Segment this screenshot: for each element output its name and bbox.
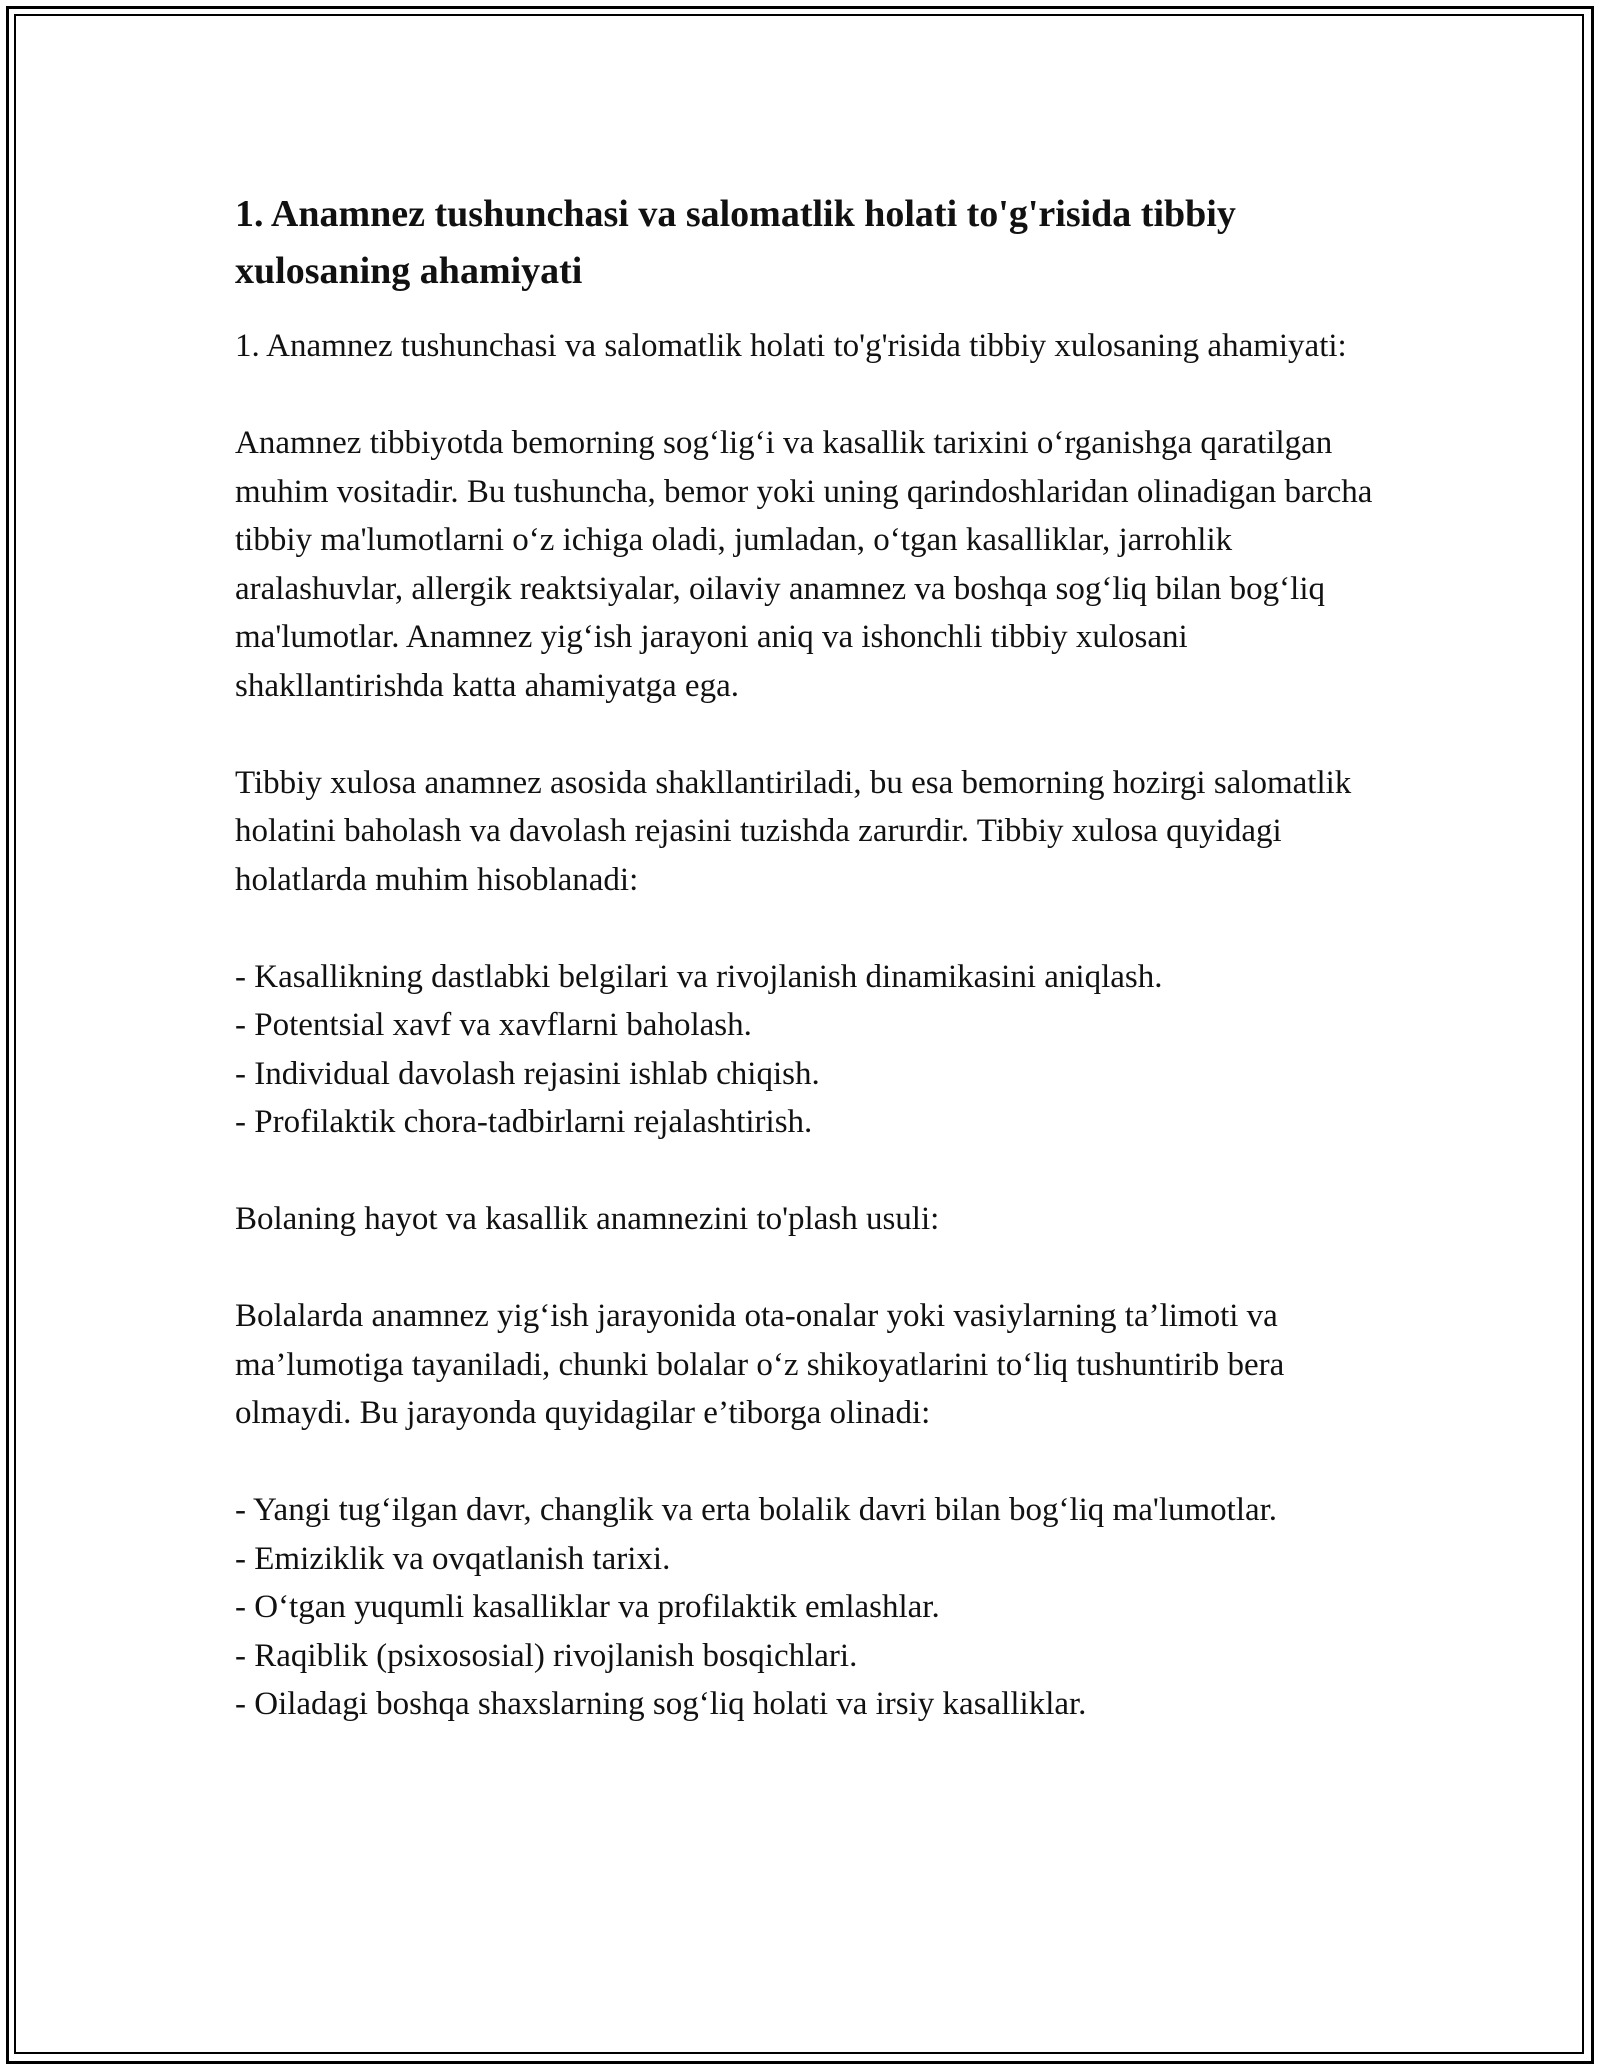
anamnez-definition-paragraph: Anamnez tibbiyotda bemorning sog‘lig‘i va kasallik tarixini o‘rganishga qaratilgan muhim vositadir. Bu tushuncha, bemor yoki uning qarindoshlaridan olinadigan barcha tibbiy ma'lumotlarni o‘z ichiga oladi, jumladan, o‘tgan kasalliklar, jarrohlik aralashuvlar, allergik reaktsiyalar, oilaviy anamnez va boshqa sog‘liq bilan bog‘liq ma'lumotlar. Anamnez yig‘ish jarayoni aniq va ishonchli tibbiy xulosani shakllantirishda katta ahamiyatga ega. [235,425,1373,704]
document-body [235,186,1375,1777]
medical-conclusion-paragraph: Tibbiy xulosa anamnez asosida shakllantiriladi, bu esa bemorning hozirgi salomatlik holatini baholash va davolash rejasini tuzishda zarurdir. Tibbiy xulosa quyidagi holatlarda muhim hisoblanadi: [235,764,1352,898]
list-item: - Emiziklik va ovqatlanish tarixi. [235,1540,671,1577]
list-item: - Oiladagi boshqa shaxslarning sog‘liq holati va irsiy kasalliklar. [235,1686,1087,1722]
document-title: 1. Anamnez tushunchasi va salomatlik holati to'g'risida tibbiy xulosaning ahamiyati [235,193,1236,292]
child-anamnesis-factors-list [235,1486,1375,1729]
child-anamnesis-subheading: Bolaning hayot va kasallik anamnezini to'plash usuli: [235,1201,940,1237]
list-item: - Potentsial xavf va xavflarni baholash. [235,1007,752,1043]
list-item: - O‘tgan yuqumli kasalliklar va profilaktik emlashlar. [235,1589,940,1625]
list-item: - Profilaktik chora-tadbirlarni rejalashtirish. [235,1104,813,1140]
intro-paragraph: 1. Anamnez tushunchasi va salomatlik holati to'g'risida tibbiy xulosaning ahamiyati: [235,328,1347,364]
conclusion-importance-list [235,953,1375,1147]
list-item: - Yangi tug‘ilgan davr, changlik va erta bolalik davri bilan bog‘liq ma'lumotlar. [235,1492,1278,1528]
list-item: - Raqiblik (psixososial) rivojlanish bosqichlari. [235,1637,858,1674]
list-item: - Individual davolash rejasini ishlab chiqish. [235,1055,820,1092]
list-item: - Kasallikning dastlabki belgilari va rivojlanish dinamikasini aniqlash. [235,958,1163,995]
child-anamnesis-paragraph: Bolalarda anamnez yig‘ish jarayonida ota-onalar yoki vasiylarning ta’limoti va ma’lumotiga tayaniladi, chunki bolalar o‘z shikoyatlarini to‘liq tushuntirib bera olmaydi. Bu jarayonda quyidagilar e’tiborga olinadi: [235,1298,1285,1431]
